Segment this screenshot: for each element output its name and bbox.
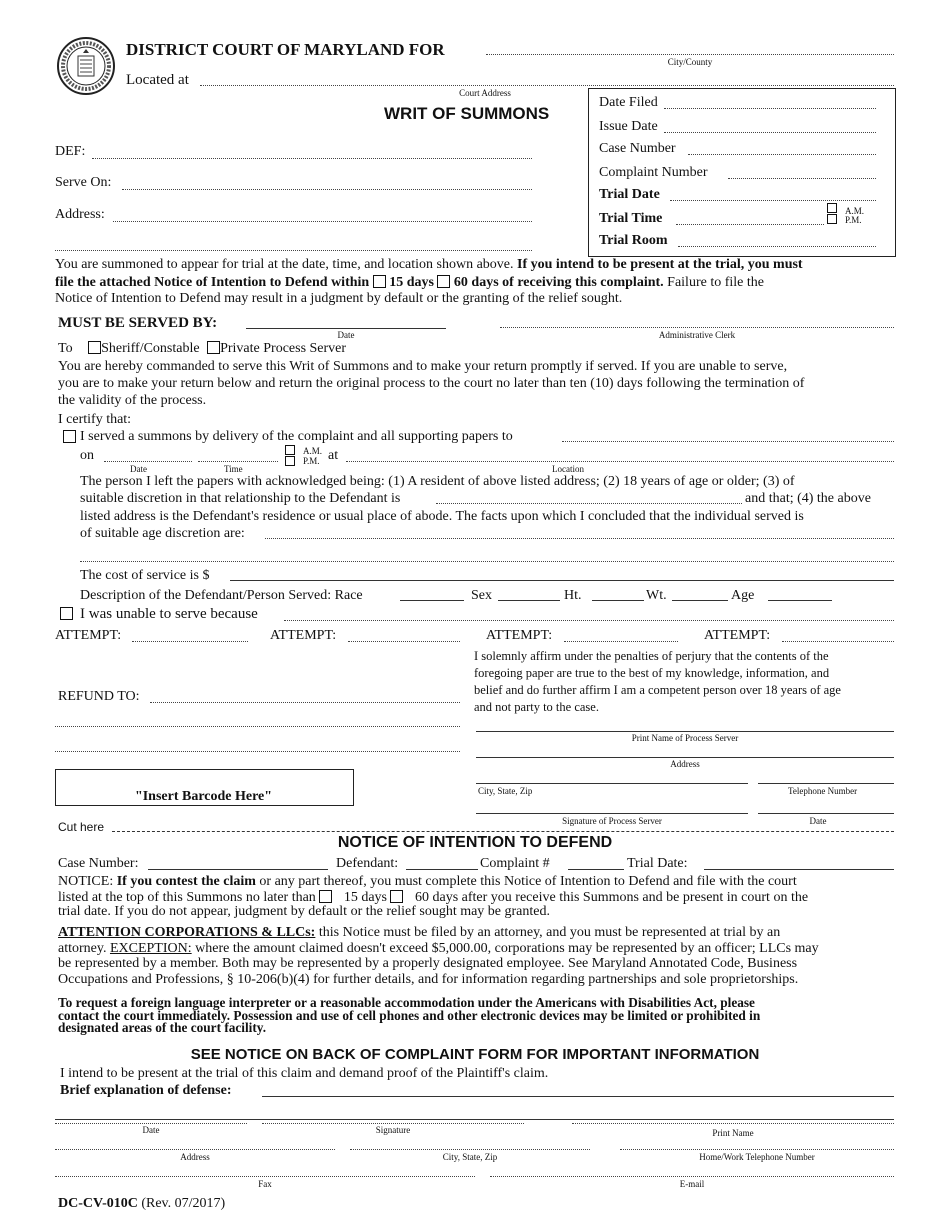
server-sign-date-field[interactable] xyxy=(758,813,894,814)
defense-address-field[interactable] xyxy=(55,1149,335,1150)
ht-label: Ht. xyxy=(564,588,582,603)
affirm-line-2: foregoing paper are true to the best of my knowledge, information, and xyxy=(474,666,830,680)
serve-to-line: To Sheriff/Constable Private Process Server xyxy=(58,341,347,356)
attempt-3-field[interactable] xyxy=(564,641,678,642)
brief-explanation-field-2[interactable] xyxy=(55,1119,894,1120)
attempt-3-label: ATTEMPT: xyxy=(486,628,553,643)
service-pm-checkbox[interactable] xyxy=(285,456,295,466)
admin-clerk-label: Administrative Clerk xyxy=(658,330,736,340)
defense-phone-label: Home/Work Telephone Number xyxy=(699,1152,815,1162)
city-county-label: City/County xyxy=(667,57,713,67)
server-phone-field[interactable] xyxy=(758,783,894,784)
defense-fax-label: Fax xyxy=(258,1179,272,1189)
service-am-checkbox[interactable] xyxy=(285,445,295,455)
attempt-2-label: ATTEMPT: xyxy=(270,628,337,643)
notice-complaint-field[interactable] xyxy=(568,869,624,870)
trial-time-field[interactable] xyxy=(676,224,824,225)
server-city-field[interactable] xyxy=(476,783,748,784)
refund-to-field-3[interactable] xyxy=(55,751,460,752)
defense-address-label: Address xyxy=(180,1152,210,1162)
sex-label: Sex xyxy=(471,588,492,603)
defense-date-field[interactable] xyxy=(55,1123,247,1124)
cut-here-label: Cut here xyxy=(58,820,105,834)
service-date-field[interactable] xyxy=(104,461,192,462)
summons-line-3: Notice of Intention to Defend may result in a judgment by default or the granting of the relief sought. xyxy=(55,291,623,306)
complaint-number-field[interactable] xyxy=(728,178,876,179)
defense-date-label: Date xyxy=(142,1125,160,1135)
complaint-number-label: Complaint Number xyxy=(599,165,708,180)
trial-room-label: Trial Room xyxy=(599,233,668,248)
defense-city-field[interactable] xyxy=(350,1149,590,1150)
attempt-2-field[interactable] xyxy=(348,641,460,642)
service-pm-label: P.M. xyxy=(303,456,320,466)
cost-field[interactable] xyxy=(230,580,894,581)
unable-checkbox[interactable] xyxy=(60,607,73,620)
trial-am-checkbox[interactable] xyxy=(827,203,837,213)
court-title: DISTRICT COURT OF MARYLAND FOR xyxy=(126,40,445,59)
private-server-checkbox[interactable] xyxy=(207,341,220,354)
defense-email-label: E-mail xyxy=(679,1179,705,1189)
case-number-field[interactable] xyxy=(688,154,876,155)
court-address-label: Court Address xyxy=(459,88,511,98)
age-label: Age xyxy=(731,588,755,603)
trial-am-label: A.M. xyxy=(845,206,865,216)
summons-line-1: You are summoned to appear for trial at the date, time, and location shown above. If you intend to be present at the trial, you must xyxy=(55,257,803,272)
person-line-2b: and that; (4) the above xyxy=(745,491,871,506)
corp-line-4: Occupations and Professions, § 10-206(b)(4) for further details, and for information regarding partnerships and sole proprietorships. xyxy=(58,972,799,987)
person-line-3: listed address is the Defendant's residence or usual place of abode. The facts upon which I concluded that the individual served is xyxy=(80,509,804,524)
15-days-checkbox[interactable] xyxy=(373,275,386,288)
issue-date-label: Issue Date xyxy=(599,119,658,134)
served-by-date-field[interactable] xyxy=(246,328,446,329)
writ-title: WRIT OF SUMMONS xyxy=(384,104,550,123)
served-to-field[interactable] xyxy=(562,441,894,442)
defense-print-name-label: Print Name xyxy=(712,1128,754,1138)
cost-label: The cost of service is $ xyxy=(80,568,210,583)
wt-label: Wt. xyxy=(646,588,667,603)
notice-case-number-field[interactable] xyxy=(148,869,328,870)
command-line-3: the validity of the process. xyxy=(58,393,207,408)
refund-to-field-2[interactable] xyxy=(55,726,460,727)
race-field[interactable] xyxy=(400,600,464,601)
located-at-label: Located at xyxy=(126,72,189,88)
defense-city-label: City, State, Zip xyxy=(442,1152,498,1162)
court-seal-logo xyxy=(56,36,116,96)
ada-line-2: contact the court immediately. Possession and use of cell phones and other electronic devices may be limited or prohibited in xyxy=(58,1008,761,1023)
def-field[interactable] xyxy=(92,158,532,159)
barcode-label: "Insert Barcode Here" xyxy=(134,789,273,804)
refund-to-label: REFUND TO: xyxy=(58,689,140,704)
sex-field[interactable] xyxy=(498,600,560,601)
service-am-label: A.M. xyxy=(303,446,323,456)
attempt-1-label: ATTEMPT: xyxy=(55,628,122,643)
service-time-field[interactable] xyxy=(198,461,278,462)
serve-on-field[interactable] xyxy=(122,189,532,190)
case-number-label: Case Number xyxy=(599,141,676,156)
person-line-4: of suitable age discretion are: xyxy=(80,526,245,541)
defense-phone-field[interactable] xyxy=(620,1149,894,1150)
person-line-1: The person I left the papers with acknowledged being: (1) A resident of above listed address; (2) 18 years of age or older; (3) of xyxy=(80,474,795,489)
defense-signature-field[interactable] xyxy=(262,1123,524,1124)
age-field[interactable] xyxy=(768,600,832,601)
notice-defendant-label: Defendant: xyxy=(336,856,399,871)
see-notice-heading: SEE NOTICE ON BACK OF COMPLAINT FORM FOR IMPORTANT INFORMATION xyxy=(190,1046,760,1063)
date-filed-field[interactable] xyxy=(664,108,876,109)
corp-line-3: be represented by a member. Both may be represented by a properly designated employee. See Maryland Annotated Code, Business xyxy=(58,956,798,971)
issue-date-field[interactable] xyxy=(664,132,876,133)
server-sign-date-label: Date xyxy=(809,816,827,826)
admin-clerk-field[interactable] xyxy=(500,327,894,328)
service-date-label: Date xyxy=(130,464,147,474)
print-name-label: Print Name of Process Server xyxy=(631,733,739,743)
intend-statement: I intend to be present at the trial of this claim and demand proof of the Plaintiff's claim. xyxy=(60,1066,549,1081)
trial-time-label: Trial Time xyxy=(599,211,663,226)
notice-title: NOTICE OF INTENTION TO DEFEND xyxy=(337,834,613,851)
served-checkbox[interactable] xyxy=(63,430,76,443)
corp-line-1: ATTENTION CORPORATIONS & LLCs: this Notice must be filed by an attorney, and you must be represented at trial by an xyxy=(58,925,781,940)
on-label: on xyxy=(80,448,94,463)
affirm-line-3: belief and do further affirm I am a competent person over 18 years of age xyxy=(474,683,841,697)
relationship-field[interactable] xyxy=(436,503,742,504)
trial-room-field[interactable] xyxy=(678,246,876,247)
unable-reason-field[interactable] xyxy=(284,620,894,621)
notice-case-number-label: Case Number: xyxy=(58,856,139,871)
unable-label: I was unable to serve because xyxy=(80,606,258,622)
brief-explanation-label: Brief explanation of defense: xyxy=(60,1083,232,1098)
service-time-label: Time xyxy=(224,464,243,474)
corp-line-2: attorney. EXCEPTION: where the amount claimed doesn't exceed $5,000.00, corporations may be represented by an officer; LLCs may xyxy=(58,941,819,956)
command-line-1: You are hereby commanded to serve this Writ of Summons and to make your return promptly if served. If you are unable to serve, xyxy=(58,359,788,374)
attempt-4-field[interactable] xyxy=(782,641,894,642)
defense-fax-field[interactable] xyxy=(55,1176,475,1177)
attempt-1-field[interactable] xyxy=(132,641,248,642)
notice-line-3: trial date. If you do not appear, judgment by default or the relief sought may be granted. xyxy=(58,904,551,919)
server-phone-label: Telephone Number xyxy=(788,786,858,796)
notice-line-1: NOTICE: If you contest the claim or any part thereof, you must complete this Notice of Intention to Defend and file with the court xyxy=(58,874,797,889)
serve-on-label: Serve On: xyxy=(55,175,112,190)
notice-trial-date-field[interactable] xyxy=(704,869,894,870)
ada-line-3: designated areas of the court facility. xyxy=(58,1020,267,1035)
server-signature-label: Signature of Process Server xyxy=(562,816,662,826)
notice-defendant-field[interactable] xyxy=(406,869,478,870)
trial-date-label: Trial Date xyxy=(599,187,660,202)
server-signature-field[interactable] xyxy=(476,813,748,814)
address-field-1[interactable] xyxy=(113,221,532,222)
brief-explanation-field-1[interactable] xyxy=(262,1096,894,1097)
print-name-field[interactable] xyxy=(476,731,894,732)
person-line-2a: suitable discretion in that relationship to the Defendant is xyxy=(80,491,401,506)
trial-date-field[interactable] xyxy=(670,200,876,201)
discretion-field-1[interactable] xyxy=(265,538,894,539)
ht-field[interactable] xyxy=(592,600,644,601)
notice-line-2: listed at the top of this Summons no later than 15 days 60 days after you receive this Summons and be present in court on the xyxy=(58,890,809,905)
service-location-field[interactable] xyxy=(346,461,894,462)
trial-pm-label: P.M. xyxy=(845,215,862,225)
description-label: Description of the Defendant/Person Served: Race xyxy=(80,588,363,603)
form-id: DC-CV-010C (Rev. 07/2017) xyxy=(58,1196,226,1211)
address-label: Address: xyxy=(55,207,105,222)
trial-pm-checkbox[interactable] xyxy=(827,214,837,224)
must-be-served-label: MUST BE SERVED BY: xyxy=(58,315,218,331)
notice-15-days-checkbox[interactable] xyxy=(319,890,332,903)
defense-signature-label: Signature xyxy=(375,1125,411,1135)
refund-to-field-1[interactable] xyxy=(150,702,460,703)
60-days-checkbox[interactable] xyxy=(437,275,450,288)
notice-complaint-label: Complaint # xyxy=(480,856,550,871)
server-city-label: City, State, Zip xyxy=(478,786,533,796)
affirm-line-1: I solemnly affirm under the penalties of perjury that the contents of the xyxy=(474,649,829,663)
server-address-field[interactable] xyxy=(476,757,894,758)
served-text: I served a summons by delivery of the complaint and all supporting papers to xyxy=(80,429,513,444)
court-address-field[interactable] xyxy=(200,85,894,86)
defense-email-field[interactable] xyxy=(490,1176,894,1177)
defense-print-name-field[interactable] xyxy=(572,1123,894,1124)
certify-label: I certify that: xyxy=(58,412,132,427)
ada-line-1: To request a foreign language interpreter or a reasonable accommodation under the Americans with Disabilities Act, please xyxy=(58,995,755,1010)
discretion-field-2[interactable] xyxy=(80,561,894,562)
attempt-4-label: ATTEMPT: xyxy=(704,628,771,643)
server-address-label: Address xyxy=(670,759,700,769)
address-field-2[interactable] xyxy=(55,250,532,251)
city-county-field[interactable] xyxy=(486,54,894,55)
wt-field[interactable] xyxy=(672,600,728,601)
cut-line xyxy=(112,831,894,832)
affirm-line-4: and not party to the case. xyxy=(474,700,599,714)
service-location-label: Location xyxy=(552,464,584,474)
notice-60-days-checkbox[interactable] xyxy=(390,890,403,903)
sheriff-checkbox[interactable] xyxy=(88,341,101,354)
date-filed-label: Date Filed xyxy=(599,95,658,110)
command-line-2: you are to make your return below and return the original process to the court no later than ten (10) days following the termination of xyxy=(58,376,805,391)
notice-trial-date-label: Trial Date: xyxy=(627,856,688,871)
def-label: DEF: xyxy=(55,144,86,159)
at-label: at xyxy=(328,448,339,463)
served-by-date-label: Date xyxy=(337,330,355,340)
summons-line-2: file the attached Notice of Intention to Defend within 15 days 60 days of receiving this complaint. Failure to file the xyxy=(55,275,764,290)
